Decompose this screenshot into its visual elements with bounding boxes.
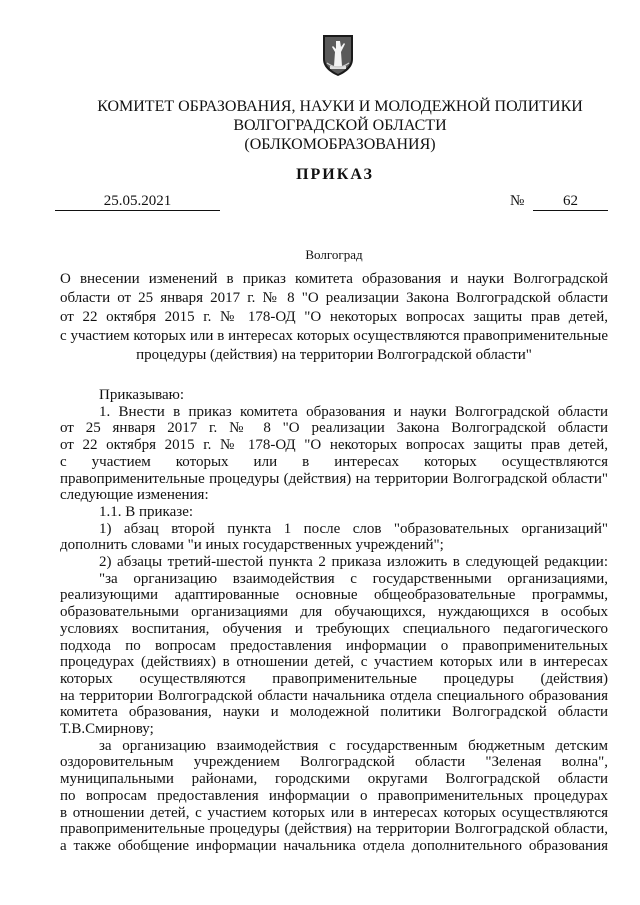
body-line: от 25 января 2017 г. № 8 "О реализации Закона Волгоградской области [60,420,608,437]
body-line: в отношении детей, с участием которых или в интересах которых осуществляются [60,804,608,821]
body-line: на территории Волгоградской области начальника отдела специального образования [60,687,608,704]
body-line: условиях воспитания, обучения и требующих специального педагогического [60,620,608,637]
body-line: дополнить словами "и иных государственных учреждений"; [60,537,444,554]
body-line: от 22 октября 2015 г. № 178-ОД "О некоторых вопросах защиты прав детей, [60,437,608,454]
subject-line: области от 25 января 2017 г. № 8 "О реализации Закона Волгоградской области [60,290,608,306]
body-line: 1. Внести в приказ комитета образования и науки Волгоградской области [99,403,608,420]
city-name: Волгоград [305,247,363,262]
body-line: "за организацию взаимодействия с государственными организациями, [99,570,608,587]
document-type-title: ПРИКАЗ [296,166,374,183]
subject-line: с участием которых или в интересах которых осуществляются правоприменительные [60,328,608,344]
order-date: 25.05.2021 [55,193,220,211]
body-line: за организацию взаимодействия с государственным бюджетным детским [99,737,608,754]
body-line: а также обобщение информации начальника отдела дополнительного образования [60,837,608,854]
body-line: 1.1. В приказе: [99,503,194,520]
body-line: подхода по вопросам предоставления информации о правоприменительных [60,637,608,654]
body-line: правоприменительные процедуры (действия) на территории Волгоградской области, [60,821,608,838]
org-line-3: (ОБЛКОМОБРАЗОВАНИЯ) [244,136,436,153]
body-line: Т.В.Смирнову; [60,721,154,738]
body-line: реализующими адаптированные основные общеобразовательные программы, [60,587,608,604]
body-line: по вопросам предоставления информации о правоприменительных процедурах [60,787,608,804]
body-line: которых осуществляются правоприменительные процедуры (действия) [60,670,608,687]
body-line: 2) абзацы третий-шестой пункта 2 приказа изложить в следующей редакции: [99,554,608,571]
subject-line: процедуры (действия) на территории Волгоградской области" [136,347,532,363]
order-number: 62 [533,193,608,211]
order-body [60,387,608,855]
org-line-2: ВОЛГОГРАДСКОЙ ОБЛАСТИ [233,117,447,134]
order-subject [60,270,608,365]
body-line: комитета образования, науки и молодежной политики Волгоградской области [60,704,608,721]
body-line: следующие изменения: [60,487,209,504]
subject-line: от 22 октября 2015 г. № 178-ОД "О некоторых вопросах защиты прав детей, [60,309,608,325]
body-line: Приказываю: [99,387,184,403]
body-line: образовательными организациями для обучающихся, нуждающихся в особых [60,604,608,621]
body-line: 1) абзац второй пункта 1 после слов "образовательных организаций" [99,520,608,537]
number-sign: № [510,193,525,209]
coat-of-arms-emblem [321,33,355,77]
organization-name [0,97,640,154]
body-line: с участием которых или в интересах которых осуществляются [60,453,608,470]
org-line-1: КОМИТЕТ ОБРАЗОВАНИЯ, НАУКИ И МОЛОДЕЖНОЙ ПОЛИТИКИ [97,98,583,115]
body-line: муниципальными районами, городскими округами Волгоградской области [60,771,608,788]
body-line: оздоровительным учреждением Волгоградской области "Зеленая волна", [60,754,608,771]
body-line: правоприменительные процедуры (действия) на территории Волгоградской области" [60,470,608,487]
subject-line: О внесении изменений в приказ комитета образования и науки Волгоградской [60,271,608,287]
body-line: процедурах (действиях) в отношении детей, с участием которых или в интересах [60,654,608,671]
